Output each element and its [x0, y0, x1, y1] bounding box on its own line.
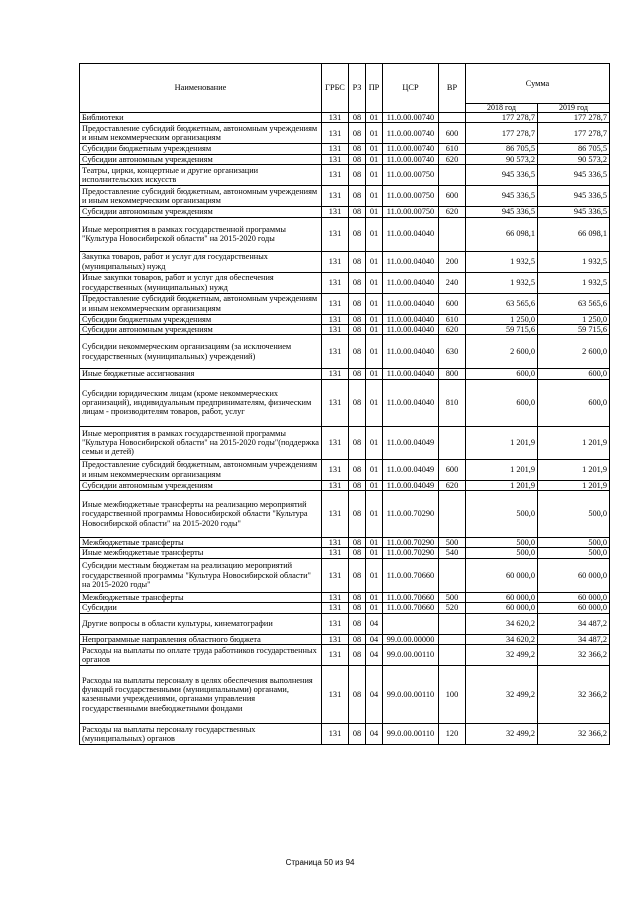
row-csr: 11.0.00.70660 — [383, 558, 439, 592]
row-rz: 08 — [349, 324, 366, 334]
row-vr: 620 — [439, 207, 466, 217]
row-rz: 08 — [349, 379, 366, 426]
row-sum-2018: 2 600,0 — [466, 335, 538, 369]
row-pr: 01 — [366, 272, 383, 293]
row-name: Непрограммные направления областного бюджета — [80, 634, 322, 644]
row-csr: 11.0.00.00740 — [383, 154, 439, 164]
row-pr: 01 — [366, 548, 383, 558]
row-name: Предоставление субсидий бюджетным, автономным учреждениям и иным некоммерческим организациям — [80, 293, 322, 314]
row-vr — [439, 558, 466, 592]
row-grbs: 131 — [322, 644, 349, 665]
row-sum-2018: 60 000,0 — [466, 558, 538, 592]
col-header-year-2019: 2019 год — [538, 104, 610, 113]
row-vr: 610 — [439, 144, 466, 154]
row-vr: 620 — [439, 154, 466, 164]
row-rz: 08 — [349, 113, 366, 123]
table-row — [80, 613, 610, 634]
row-grbs: 131 — [322, 165, 349, 186]
row-rz: 08 — [349, 293, 366, 314]
row-sum-2018: 945 336,5 — [466, 165, 538, 186]
row-sum-2018: 60 000,0 — [466, 603, 538, 613]
row-sum-2019: 945 336,5 — [538, 207, 610, 217]
row-grbs: 131 — [322, 592, 349, 602]
row-grbs: 131 — [322, 538, 349, 548]
row-grbs: 131 — [322, 144, 349, 154]
row-sum-2019: 59 715,6 — [538, 324, 610, 334]
row-rz: 08 — [349, 426, 366, 459]
row-sum-2018: 63 565,6 — [466, 293, 538, 314]
row-sum-2019: 34 487,2 — [538, 634, 610, 644]
row-csr: 11.0.00.04040 — [383, 314, 439, 324]
row-grbs: 131 — [322, 603, 349, 613]
row-pr: 01 — [366, 123, 383, 144]
table-row — [80, 426, 610, 459]
row-csr: 11.0.00.70290 — [383, 548, 439, 558]
row-vr — [439, 634, 466, 644]
row-grbs: 131 — [322, 459, 349, 480]
row-csr: 11.0.00.04049 — [383, 459, 439, 480]
row-csr: 99.0.00.00110 — [383, 665, 439, 723]
row-vr: 500 — [439, 538, 466, 548]
row-vr: 540 — [439, 548, 466, 558]
row-pr: 04 — [366, 665, 383, 723]
row-pr: 01 — [366, 314, 383, 324]
table-row — [80, 459, 610, 480]
row-csr: 99.0.00.00000 — [383, 634, 439, 644]
row-vr — [439, 165, 466, 186]
table-row — [80, 272, 610, 293]
table-row — [80, 186, 610, 207]
row-vr: 120 — [439, 723, 466, 744]
row-sum-2019: 90 573,2 — [538, 154, 610, 164]
row-grbs: 131 — [322, 491, 349, 538]
row-grbs: 131 — [322, 558, 349, 592]
row-csr: 99.0.00.00110 — [383, 723, 439, 744]
row-sum-2019: 1 250,0 — [538, 314, 610, 324]
row-sum-2019: 32 366,2 — [538, 665, 610, 723]
row-name: Субсидии местным бюджетам на реализацию мероприятий государственной программы "Культура Новосибирской области" на 2015-2020 годы" — [80, 558, 322, 592]
row-sum-2018: 600,0 — [466, 369, 538, 379]
row-pr: 01 — [366, 113, 383, 123]
row-pr: 01 — [366, 603, 383, 613]
row-sum-2019: 945 336,5 — [538, 165, 610, 186]
row-pr: 01 — [366, 491, 383, 538]
row-grbs: 131 — [322, 314, 349, 324]
row-rz: 08 — [349, 634, 366, 644]
row-sum-2018: 500,0 — [466, 538, 538, 548]
table-body — [80, 113, 610, 745]
row-sum-2019: 600,0 — [538, 369, 610, 379]
row-sum-2019: 1 201,9 — [538, 480, 610, 490]
row-sum-2019: 500,0 — [538, 538, 610, 548]
row-rz: 08 — [349, 538, 366, 548]
row-rz: 08 — [349, 123, 366, 144]
row-vr: 810 — [439, 379, 466, 426]
row-sum-2019: 60 000,0 — [538, 558, 610, 592]
row-name: Иные мероприятия в рамках государственной программы "Культура Новосибирской области" на 2015-2020 годы"(поддержка семьи и детей) — [80, 426, 322, 459]
row-vr — [439, 426, 466, 459]
row-grbs: 131 — [322, 665, 349, 723]
row-csr: 11.0.00.70660 — [383, 592, 439, 602]
row-vr: 500 — [439, 592, 466, 602]
row-csr: 11.0.00.00740 — [383, 123, 439, 144]
row-pr: 01 — [366, 480, 383, 490]
row-vr — [439, 217, 466, 251]
row-grbs: 131 — [322, 480, 349, 490]
row-rz: 08 — [349, 613, 366, 634]
row-csr: 11.0.00.04040 — [383, 335, 439, 369]
row-pr: 01 — [366, 154, 383, 164]
row-pr: 01 — [366, 324, 383, 334]
table-row — [80, 592, 610, 602]
row-grbs: 131 — [322, 324, 349, 334]
row-sum-2018: 32 499,2 — [466, 665, 538, 723]
row-name: Субсидии юридическим лицам (кроме некоммерческих организаций), индивидуальным предпринимателям, физическим лицам - производителям товаров, работ, услуг — [80, 379, 322, 426]
row-sum-2018: 90 573,2 — [466, 154, 538, 164]
row-grbs: 131 — [322, 251, 349, 272]
row-sum-2018: 1 201,9 — [466, 426, 538, 459]
row-csr: 11.0.00.70290 — [383, 491, 439, 538]
row-vr: 600 — [439, 186, 466, 207]
row-name: Субсидии бюджетным учреждениям — [80, 314, 322, 324]
table-row — [80, 538, 610, 548]
row-vr: 600 — [439, 293, 466, 314]
row-grbs: 131 — [322, 369, 349, 379]
row-grbs: 131 — [322, 272, 349, 293]
row-sum-2018: 1 932,5 — [466, 272, 538, 293]
row-vr: 600 — [439, 459, 466, 480]
row-name: Субсидии автономным учреждениям — [80, 480, 322, 490]
row-rz: 08 — [349, 165, 366, 186]
row-sum-2018: 177 278,7 — [466, 113, 538, 123]
table-row — [80, 379, 610, 426]
row-sum-2019: 1 201,9 — [538, 426, 610, 459]
row-pr: 04 — [366, 723, 383, 744]
row-name: Иные межбюджетные трансферты — [80, 548, 322, 558]
col-header-csr: ЦСР — [383, 64, 439, 113]
row-name: Субсидии автономным учреждениям — [80, 207, 322, 217]
row-sum-2019: 32 366,2 — [538, 644, 610, 665]
row-rz: 08 — [349, 548, 366, 558]
table-row — [80, 548, 610, 558]
row-vr — [439, 613, 466, 634]
row-grbs: 131 — [322, 113, 349, 123]
row-pr: 01 — [366, 207, 383, 217]
row-name: Библиотеки — [80, 113, 322, 123]
row-name: Расходы на выплаты персоналу в целях обеспечения выполнения функций государственными (муниципальными) органами, казенными учреждениями, органами управления государственными внебюджетными фондами — [80, 665, 322, 723]
row-csr: 11.0.00.04040 — [383, 379, 439, 426]
row-sum-2019: 63 565,6 — [538, 293, 610, 314]
row-csr: 11.0.00.04040 — [383, 293, 439, 314]
row-csr: 99.0.00.00110 — [383, 644, 439, 665]
row-csr: 11.0.00.04049 — [383, 480, 439, 490]
row-vr: 520 — [439, 603, 466, 613]
row-sum-2018: 34 620,2 — [466, 613, 538, 634]
row-grbs: 131 — [322, 123, 349, 144]
row-pr: 01 — [366, 186, 383, 207]
table-row — [80, 251, 610, 272]
row-pr: 04 — [366, 613, 383, 634]
table-row — [80, 207, 610, 217]
row-pr: 01 — [366, 144, 383, 154]
row-grbs: 131 — [322, 154, 349, 164]
budget-table — [79, 63, 610, 745]
row-rz: 08 — [349, 644, 366, 665]
row-sum-2019: 1 201,9 — [538, 459, 610, 480]
col-header-year-2018: 2018 год — [466, 104, 538, 113]
row-pr: 01 — [366, 558, 383, 592]
row-vr: 200 — [439, 251, 466, 272]
col-header-name: Наименование — [80, 64, 322, 113]
row-name: Закупка товаров, работ и услуг для государственных (муниципальных) нужд — [80, 251, 322, 272]
row-pr: 01 — [366, 369, 383, 379]
row-vr — [439, 491, 466, 538]
row-grbs: 131 — [322, 217, 349, 251]
row-rz: 08 — [349, 251, 366, 272]
row-sum-2019: 2 600,0 — [538, 335, 610, 369]
row-name: Предоставление субсидий бюджетным, автономным учреждениям и иным некоммерческим организациям — [80, 186, 322, 207]
row-pr: 01 — [366, 293, 383, 314]
table-row — [80, 293, 610, 314]
row-pr: 04 — [366, 644, 383, 665]
table-row — [80, 324, 610, 334]
row-rz: 08 — [349, 723, 366, 744]
row-csr: 11.0.00.00740 — [383, 144, 439, 154]
row-sum-2018: 177 278,7 — [466, 123, 538, 144]
row-pr: 04 — [366, 634, 383, 644]
table-row — [80, 634, 610, 644]
row-sum-2019: 66 098,1 — [538, 217, 610, 251]
row-rz: 08 — [349, 491, 366, 538]
row-rz: 08 — [349, 603, 366, 613]
row-pr: 01 — [366, 165, 383, 186]
row-sum-2019: 86 705,5 — [538, 144, 610, 154]
row-sum-2018: 945 336,5 — [466, 207, 538, 217]
row-csr: 11.0.00.04040 — [383, 251, 439, 272]
budget-sheet — [79, 63, 610, 745]
page-number: Страница 50 из 94 — [285, 858, 355, 867]
row-rz: 08 — [349, 272, 366, 293]
row-pr: 01 — [366, 426, 383, 459]
row-sum-2018: 1 932,5 — [466, 251, 538, 272]
row-rz: 08 — [349, 207, 366, 217]
row-csr: 11.0.00.04040 — [383, 369, 439, 379]
row-sum-2018: 32 499,2 — [466, 644, 538, 665]
row-csr — [383, 613, 439, 634]
row-name: Субсидии автономным учреждениям — [80, 324, 322, 334]
row-csr: 11.0.00.70660 — [383, 603, 439, 613]
row-pr: 01 — [366, 459, 383, 480]
row-vr — [439, 113, 466, 123]
col-header-pr: ПР — [366, 64, 383, 113]
row-rz: 08 — [349, 314, 366, 324]
row-csr: 11.0.00.00750 — [383, 165, 439, 186]
row-sum-2019: 1 932,5 — [538, 272, 610, 293]
table-row — [80, 335, 610, 369]
row-pr: 01 — [366, 217, 383, 251]
row-sum-2019: 500,0 — [538, 491, 610, 538]
row-grbs: 131 — [322, 186, 349, 207]
row-pr: 01 — [366, 251, 383, 272]
row-vr: 600 — [439, 123, 466, 144]
row-sum-2019: 945 336,5 — [538, 186, 610, 207]
row-grbs: 131 — [322, 723, 349, 744]
row-vr: 620 — [439, 480, 466, 490]
col-header-grbs: ГРБС — [322, 64, 349, 113]
header-row — [80, 64, 610, 104]
row-csr: 11.0.00.70290 — [383, 538, 439, 548]
row-name: Субсидии — [80, 603, 322, 613]
row-csr: 11.0.00.00750 — [383, 207, 439, 217]
col-header-vr: ВР — [439, 64, 466, 113]
table-row — [80, 217, 610, 251]
row-vr: 610 — [439, 314, 466, 324]
row-name: Иные закупки товаров, работ и услуг для обеспечения государственных (муниципальных) нужд — [80, 272, 322, 293]
row-pr: 01 — [366, 592, 383, 602]
row-rz: 08 — [349, 369, 366, 379]
row-name: Предоставление субсидий бюджетным, автономным учреждениям и иным некоммерческим организациям — [80, 459, 322, 480]
row-sum-2019: 177 278,7 — [538, 113, 610, 123]
row-sum-2018: 600,0 — [466, 379, 538, 426]
row-pr: 01 — [366, 379, 383, 426]
row-sum-2018: 1 250,0 — [466, 314, 538, 324]
row-rz: 08 — [349, 592, 366, 602]
row-name: Иные межбюджетные трансферты на реализацию мероприятий государственной программы Новосибирской области "Культура Новосибирской области" на 2015-2020 годы" — [80, 491, 322, 538]
row-csr: 11.0.00.04040 — [383, 272, 439, 293]
row-rz: 08 — [349, 154, 366, 164]
row-name: Расходы на выплаты по оплате труда работников государственных органов — [80, 644, 322, 665]
table-row — [80, 113, 610, 123]
row-name: Иные мероприятия в рамках государственной программы "Культура Новосибирской области" на 2015-2020 годы — [80, 217, 322, 251]
table-row — [80, 603, 610, 613]
table-row — [80, 480, 610, 490]
row-rz: 08 — [349, 480, 366, 490]
col-header-sum: Сумма — [466, 64, 610, 104]
row-vr: 620 — [439, 324, 466, 334]
row-rz: 08 — [349, 665, 366, 723]
row-name: Межбюджетные трансферты — [80, 592, 322, 602]
row-name: Субсидии бюджетным учреждениям — [80, 144, 322, 154]
row-vr: 240 — [439, 272, 466, 293]
row-name: Субсидии некоммерческим организациям (за исключением государственных (муниципальных) учреждений) — [80, 335, 322, 369]
row-grbs: 131 — [322, 207, 349, 217]
row-vr — [439, 644, 466, 665]
row-sum-2018: 66 098,1 — [466, 217, 538, 251]
row-grbs: 131 — [322, 293, 349, 314]
row-grbs: 131 — [322, 379, 349, 426]
row-sum-2018: 32 499,2 — [466, 723, 538, 744]
row-sum-2018: 86 705,5 — [466, 144, 538, 154]
row-name: Другие вопросы в области культуры, кинематографии — [80, 613, 322, 634]
table-row — [80, 144, 610, 154]
table-row — [80, 154, 610, 164]
row-sum-2019: 600,0 — [538, 379, 610, 426]
row-csr: 11.0.00.00740 — [383, 113, 439, 123]
row-sum-2019: 177 278,7 — [538, 123, 610, 144]
row-grbs: 131 — [322, 548, 349, 558]
row-vr: 100 — [439, 665, 466, 723]
table-row — [80, 491, 610, 538]
row-name: Межбюджетные трансферты — [80, 538, 322, 548]
row-rz: 08 — [349, 459, 366, 480]
row-name: Театры, цирки, концертные и другие организации исполнительских искусств — [80, 165, 322, 186]
row-rz: 08 — [349, 558, 366, 592]
row-sum-2018: 945 336,5 — [466, 186, 538, 207]
row-sum-2019: 60 000,0 — [538, 603, 610, 613]
row-sum-2018: 500,0 — [466, 491, 538, 538]
row-sum-2018: 1 201,9 — [466, 459, 538, 480]
table-row — [80, 558, 610, 592]
row-sum-2018: 59 715,6 — [466, 324, 538, 334]
table-row — [80, 644, 610, 665]
row-sum-2019: 500,0 — [538, 548, 610, 558]
row-grbs: 131 — [322, 613, 349, 634]
row-grbs: 131 — [322, 335, 349, 369]
row-pr: 01 — [366, 538, 383, 548]
row-rz: 08 — [349, 186, 366, 207]
row-csr: 11.0.00.00750 — [383, 186, 439, 207]
row-sum-2018: 500,0 — [466, 548, 538, 558]
row-grbs: 131 — [322, 634, 349, 644]
row-sum-2019: 34 487,2 — [538, 613, 610, 634]
row-pr: 01 — [366, 335, 383, 369]
table-row — [80, 723, 610, 744]
row-rz: 08 — [349, 335, 366, 369]
row-rz: 08 — [349, 217, 366, 251]
row-sum-2019: 1 932,5 — [538, 251, 610, 272]
col-header-rz: РЗ — [349, 64, 366, 113]
row-name: Предоставление субсидий бюджетным, автономным учреждениям и иным некоммерческим организациям — [80, 123, 322, 144]
row-name: Иные бюджетные ассигнования — [80, 369, 322, 379]
row-csr: 11.0.00.04040 — [383, 324, 439, 334]
table-row — [80, 369, 610, 379]
row-csr: 11.0.00.04049 — [383, 426, 439, 459]
row-grbs: 131 — [322, 426, 349, 459]
table-row — [80, 165, 610, 186]
table-row — [80, 665, 610, 723]
row-vr: 630 — [439, 335, 466, 369]
table-row — [80, 123, 610, 144]
row-name: Субсидии автономным учреждениям — [80, 154, 322, 164]
row-name: Расходы на выплаты персоналу государственных (муниципальных) органов — [80, 723, 322, 744]
row-sum-2018: 34 620,2 — [466, 634, 538, 644]
row-sum-2018: 1 201,9 — [466, 480, 538, 490]
row-sum-2018: 60 000,0 — [466, 592, 538, 602]
row-sum-2019: 60 000,0 — [538, 592, 610, 602]
row-csr: 11.0.00.04040 — [383, 217, 439, 251]
row-vr: 800 — [439, 369, 466, 379]
row-sum-2019: 32 366,2 — [538, 723, 610, 744]
table-row — [80, 314, 610, 324]
row-rz: 08 — [349, 144, 366, 154]
